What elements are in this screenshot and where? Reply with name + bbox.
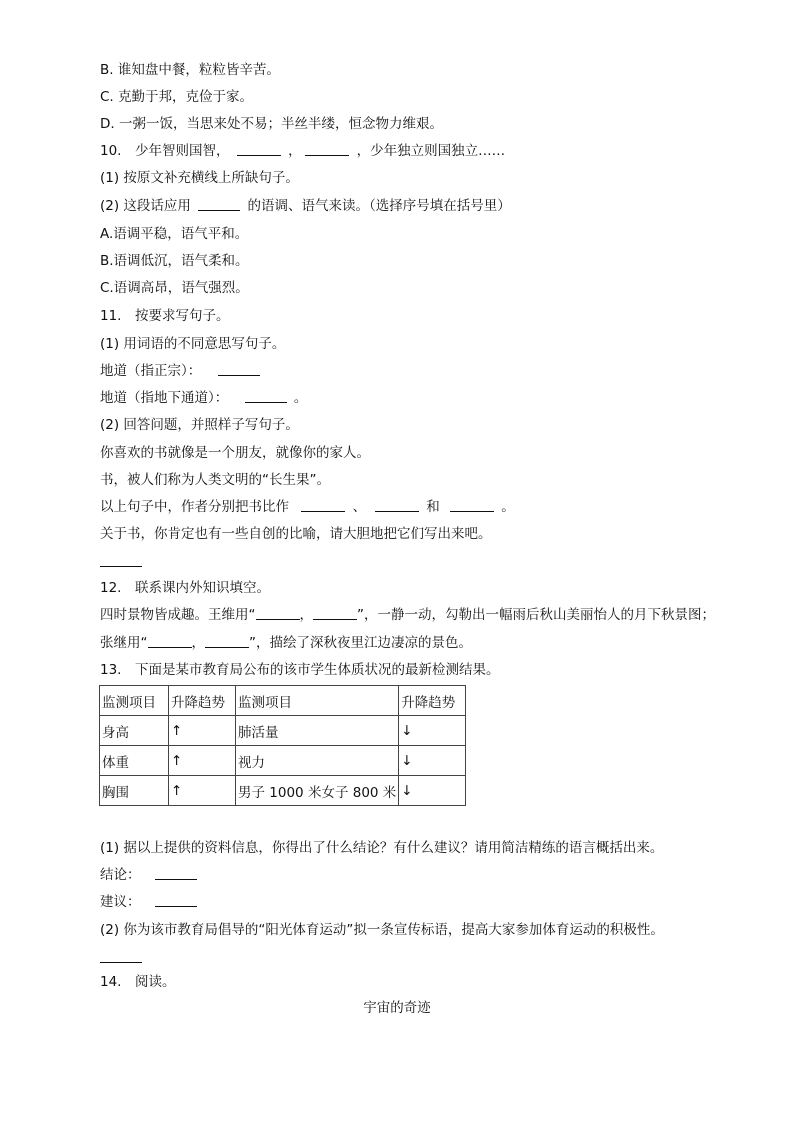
table-cell: 体重 [100,746,169,776]
q12-line-2-text-c: ”，描绘了深秋夜里江边凄凉的景色。 [249,635,472,651]
q10-sub2-blank[interactable] [198,196,240,211]
q13-sub2: (2) 你为该市教育局倡导的“阳光体育运动”拟一条宣传标语，提高大家参加体育运动的积极性。 [100,922,664,938]
q12-stem: 12. 联系课内外知识填空。 [100,580,270,596]
q10-sub2 [100,196,511,216]
q10-stem-text-a: 10. 少年智则国智， [100,143,230,159]
q11-pause-mark: 、 [352,499,367,515]
q11-line-2-label: 地道（指地下通道）： [100,390,229,406]
q13-conclusion-blank[interactable] [155,865,197,880]
q11-line-1-label: 地道（指正宗）： [100,363,202,379]
q13-suggestion-label: 建议： [100,894,141,910]
q10-comma: ， [288,143,302,159]
q10-sub2-text-a: (2) 这段话应用 [100,198,191,214]
q10-sub2-text-b: 的语调、语气来读。（选择序号填在括号里） [247,198,511,214]
table-cell: ↑ [169,716,236,746]
q12-blank-2[interactable] [313,605,357,620]
table-header-cell: 监测项目 [100,686,169,716]
q11-blank-5[interactable] [450,497,494,512]
table-cell: 肺活量 [236,716,399,746]
q10-sub1: (1) 按原文补充横线上所缺句子。 [100,170,299,186]
table-header-cell: 监测项目 [236,686,399,716]
q10-blank-2[interactable] [305,141,349,156]
table-header-row [100,686,466,716]
q12-line-1 [100,605,715,625]
q11-sub2: (2) 回答问题，并照样子写句子。 [100,417,299,433]
q13-suggestion [100,892,200,912]
table-cell: ↓ [399,716,466,746]
q10-stem-text-b: ，少年独立则国独立…… [356,143,506,159]
q13-conclusion [100,865,200,885]
q12-line-2-text-a: 张继用“ [100,635,148,651]
q10-blank-1[interactable] [237,141,281,156]
q12-blank-3[interactable] [148,633,192,648]
q12-line-1-text-a: 四时景物皆成趣。王维用“ [100,607,256,623]
q13-sub1: (1) 据以上提供的资料信息，你得出了什么结论？有什么建议？请用简洁精练的语言概括出来。 [100,840,664,856]
q11-blank-4[interactable] [375,497,419,512]
q12-line-2-comma: ， [191,635,205,651]
q13-answer-line[interactable] [100,962,142,963]
fitness-results-table [99,685,466,806]
table-cell: 视力 [236,746,399,776]
q11-and: 和 [426,499,440,515]
table-cell: 男子 1000 米女子 800 米 [236,776,399,806]
q11-compare-text: 以上句子中，作者分别把书比作 [100,499,289,515]
table-cell: ↑ [169,746,236,776]
q11-write-prompt: 关于书，你肯定也有一些自创的比喻，请大胆地把它们写出来吧。 [100,526,492,542]
q9-option-d: D. 一粥一饭，当思来处不易；半丝半缕，恒念物力维艰。 [100,116,443,132]
q12-line-1-comma: ， [299,607,313,623]
q11-line-2 [100,388,307,408]
q9-option-b: B. 谁知盘中餐，粒粒皆辛苦。 [100,62,280,78]
q11-blank-3[interactable] [301,497,345,512]
q13-suggestion-blank[interactable] [155,892,197,907]
q12-line-2 [100,633,472,653]
table-cell: ↓ [399,776,466,806]
q11-blank-2[interactable] [245,388,287,403]
q10-option-b: B.语调低沉，语气柔和。 [100,253,249,269]
q9-option-c: C. 克勤于邦，克俭于家。 [100,89,254,105]
q13-stem: 13. 下面是某市教育局公布的该市学生体质状况的最新检测结果。 [100,662,500,678]
table-cell: 胸围 [100,776,169,806]
table-header-cell: 升降趋势 [399,686,466,716]
q12-blank-4[interactable] [205,633,249,648]
q13-conclusion-label: 结论： [100,867,141,883]
q11-sub1: (1) 用词语的不同意思写句子。 [100,336,286,352]
q11-stem: 11. 按要求写句子。 [100,308,230,324]
q11-answer-line[interactable] [100,566,142,567]
table-cell: ↓ [399,746,466,776]
q11-line-2-period: 。 [293,390,308,406]
table-row [100,716,466,746]
q10-stem [100,141,505,161]
q12-line-1-text-c: ”，一静一动，勾勒出一幅雨后秋山美丽怡人的月下秋景图； [357,607,715,623]
table-header-cell: 升降趋势 [169,686,236,716]
q10-option-c: C.语调高昂，语气强烈。 [100,280,249,296]
q12-blank-1[interactable] [256,605,300,620]
q11-compare [100,497,515,517]
q11-sentence-2: 书，被人们称为人类文明的“长生果”。 [100,472,330,488]
table-row [100,746,466,776]
q11-blank-1[interactable] [218,361,260,376]
q10-option-a: A.语调平稳，语气平和。 [100,226,249,242]
table-row [100,776,466,806]
reading-title: 宇宙的奇迹 [363,1000,431,1016]
q11-sentence-1: 你喜欢的书就像是一个朋友，就像你的家人。 [100,445,370,461]
table-cell: 身高 [100,716,169,746]
q11-line-1 [100,361,263,381]
q14-stem: 14. 阅读。 [100,974,176,990]
table-cell: ↑ [169,776,236,806]
q11-compare-end: 。 [501,499,515,515]
